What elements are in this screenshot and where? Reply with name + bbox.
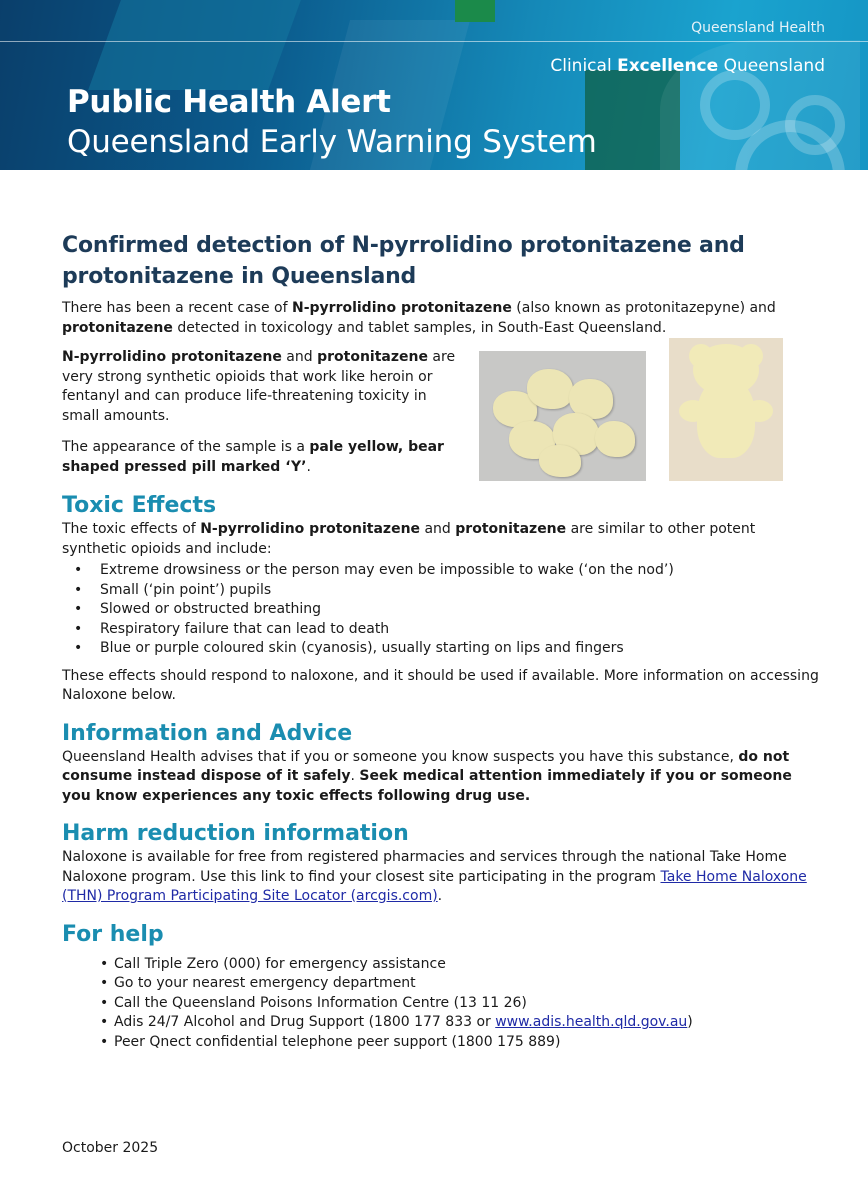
appearance-paragraph: The appearance of the sample is a pale yellow, bear shaped pressed pill marked ‘Y’. xyxy=(62,439,444,475)
pills-in-bag-photo xyxy=(479,351,646,481)
description-paragraph: N-pyrrolidino protonitazene and protonitazene are very strong synthetic opioids that work like heroin or fentanyl and can produce life-threatening toxicity in small amounts. xyxy=(62,349,456,424)
naloxone-note: These effects should respond to naloxone, and it should be used if available. More information on accessing Naloxone below. xyxy=(62,667,819,703)
substance-description xyxy=(62,348,822,480)
naloxone-locator-link[interactable]: Take Home Naloxone (THN) Program Participating Site Locator (arcgis.com) xyxy=(62,868,807,904)
header-banner xyxy=(0,0,868,170)
list-item: • Go to your nearest emergency department xyxy=(62,974,822,994)
list-item: • Respiratory failure that can lead to death xyxy=(62,620,822,640)
list-item: • Call the Queensland Poisons Information Centre (13 11 26) xyxy=(62,994,822,1014)
toxic-effects-heading: Toxic Effects xyxy=(62,493,217,518)
toxic-effects-intro: The toxic effects of N-pyrrolidino protonitazene and protonitazene are similar to other potent synthetic opioids and include: xyxy=(62,521,756,557)
alert-subtitle: Queensland Early Warning System xyxy=(67,124,597,160)
toxic-effects-list xyxy=(62,561,822,659)
advice-paragraph: Queensland Health advises that if you or someone you know suspects you have this substance, do not consume instead dispose of it safely. Seek medical attention immediately if you or someone you know experiences any toxic effects following drug use. xyxy=(62,748,792,804)
list-item: • Blue or purple coloured skin (cyanosis), usually starting on lips and fingers xyxy=(62,639,822,659)
description-text xyxy=(62,348,467,477)
list-item: • Slowed or obstructed breathing xyxy=(62,600,822,620)
list-item: • Call Triple Zero (000) for emergency assistance xyxy=(62,955,822,975)
banner-decoration xyxy=(88,0,312,90)
advice-heading: Information and Advice xyxy=(62,720,353,746)
harm-reduction-heading: Harm reduction information xyxy=(62,821,409,846)
list-item: • Adis 24/7 Alcohol and Drug Support (1800 177 833 or www.adis.health.qld.gov.au) xyxy=(62,1013,822,1033)
banner-decoration xyxy=(455,0,495,22)
division-name: Clinical Excellence Queensland xyxy=(550,56,825,76)
help-list xyxy=(62,955,822,1053)
bear-pill-photo xyxy=(669,338,783,481)
list-item: • Small (‘pin point’) pupils xyxy=(62,581,822,601)
alert-content xyxy=(62,230,822,1052)
banner-divider xyxy=(0,41,868,42)
harm-reduction-paragraph: Naloxone is available for free from registered pharmacies and services through the national Take Home Naloxone program. Use this link to find your closest site participating in the program Take Home Naloxone (THN) Program Participating Site Locator (arcgis.com). xyxy=(62,849,807,904)
list-item: • Extreme drowsiness or the person may even be impossible to wake (‘on the nod’) xyxy=(62,561,822,581)
page-title: Confirmed detection of N-pyrrolidino protonitazene and protonitazene in Queensland xyxy=(62,233,745,289)
organisation-name: Queensland Health xyxy=(691,20,825,36)
intro-paragraph: There has been a recent case of N-pyrrolidino protonitazene (also known as protonitazepyne) and protonitazene detected in toxicology and tablet samples, in South-East Queensland. xyxy=(62,300,776,336)
adis-website-link[interactable]: www.adis.health.qld.gov.au xyxy=(495,1014,688,1030)
publication-date: October 2025 xyxy=(62,1140,159,1156)
for-help-heading: For help xyxy=(62,921,164,947)
alert-title: Public Health Alert xyxy=(67,84,391,120)
list-item: • Peer Qnect confidential telephone peer support (1800 175 889) xyxy=(62,1033,822,1053)
